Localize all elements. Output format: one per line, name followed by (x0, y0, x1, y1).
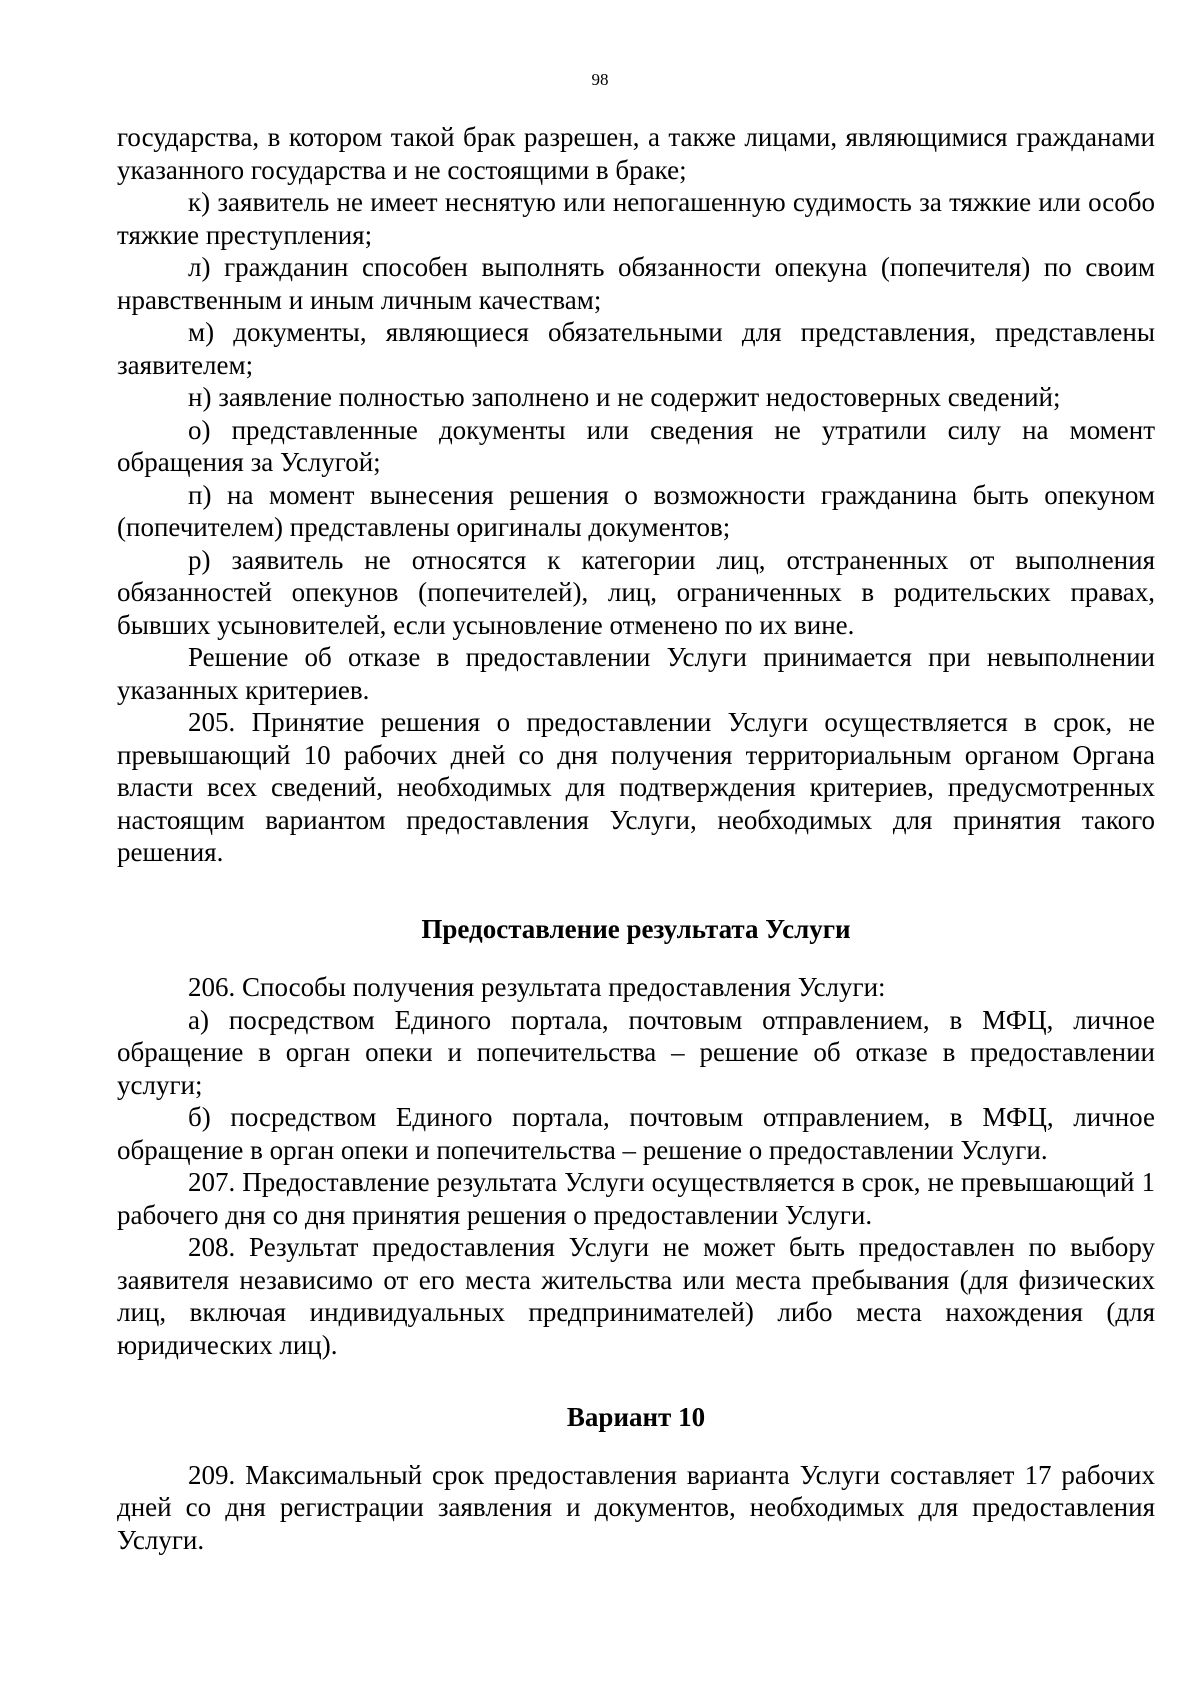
criterion-m: м) документы, являющиеся обязательными для представления, представлены заявителем; (117, 317, 1155, 380)
clause-206: 206. Способы получения результата предоставления Услуги: (188, 972, 886, 1002)
clause-207: 207. Предоставление результата Услуги осуществляется в срок, не превышающий 1 рабочего дня со дня принятия решения о предоставлении Услуги. (117, 1167, 1155, 1230)
criterion-k: к) заявитель не имеет неснятую или непогашенную судимость за тяжкие или особо тяжкие преступления; (117, 187, 1155, 250)
section-heading-result: Предоставление результата Услуги (421, 913, 851, 944)
clause-206-b: б) посредством Единого портала, почтовым отправлением, в МФЦ, личное обращение в орган опеки и попечительства – решение о предоставлении Услуги. (117, 1102, 1155, 1165)
section-heading-variant-10: Вариант 10 (566, 1402, 706, 1432)
document-body (117, 121, 1155, 1556)
criterion-p: п) на момент вынесения решения о возможности гражданина быть опекуном (попечителем) представлены оригиналы документов; (117, 479, 1155, 542)
refusal-decision-paragraph: Решение об отказе в предоставлении Услуги принимается при невыполнении указанных критериев. (117, 642, 1155, 705)
criterion-r: р) заявитель не относятся к категории лиц, отстраненных от выполнения обязанностей опекунов (попечителей), лиц, ограниченных в родительских правах, бывших усыновителей, если усыновление отменено по их вине. (117, 544, 1155, 640)
clause-208: 208. Результат предоставления Услуги не может быть предоставлен по выбору заявителя независимо от его места жительства или места пребывания (для физических лиц, включая индивидуальных предпринимателей) либо места нахождения (для юридических лиц). (117, 1232, 1155, 1360)
page-number: 98 (591, 70, 609, 89)
paragraph-continuation: государства, в котором такой брак разрешен, а также лицами, являющимися гражданами указанного государства и не состоящими в браке; (117, 122, 1155, 185)
criterion-n: н) заявление полностью заполнено и не содержит недостоверных сведений; (188, 382, 1061, 412)
criterion-o: о) представленные документы или сведения не утратили силу на момент обращения за Услугой; (117, 414, 1155, 477)
clause-209: 209. Максимальный срок предоставления варианта Услуги составляет 17 рабочих дней со дня регистрации заявления и документов, необходимых для предоставления Услуги. (117, 1459, 1155, 1555)
criterion-l: л) гражданин способен выполнять обязанности опекуна (попечителя) по своим нравственным и иным личным качествам; (117, 252, 1155, 315)
clause-205: 205. Принятие решения о предоставлении Услуги осуществляется в срок, не превышающий 10 рабочих дней со дня получения территориальным органом Органа власти всех сведений, необходимых для подтверждения критериев, предусмотренных настоящим вариантом предоставления Услуги, необходимых для принятия такого решения. (117, 707, 1155, 867)
clause-206-a: а) посредством Единого портала, почтовым отправлением, в МФЦ, личное обращение в орган опеки и попечительства – решение об отказе в предоставлении услуги; (117, 1004, 1155, 1100)
